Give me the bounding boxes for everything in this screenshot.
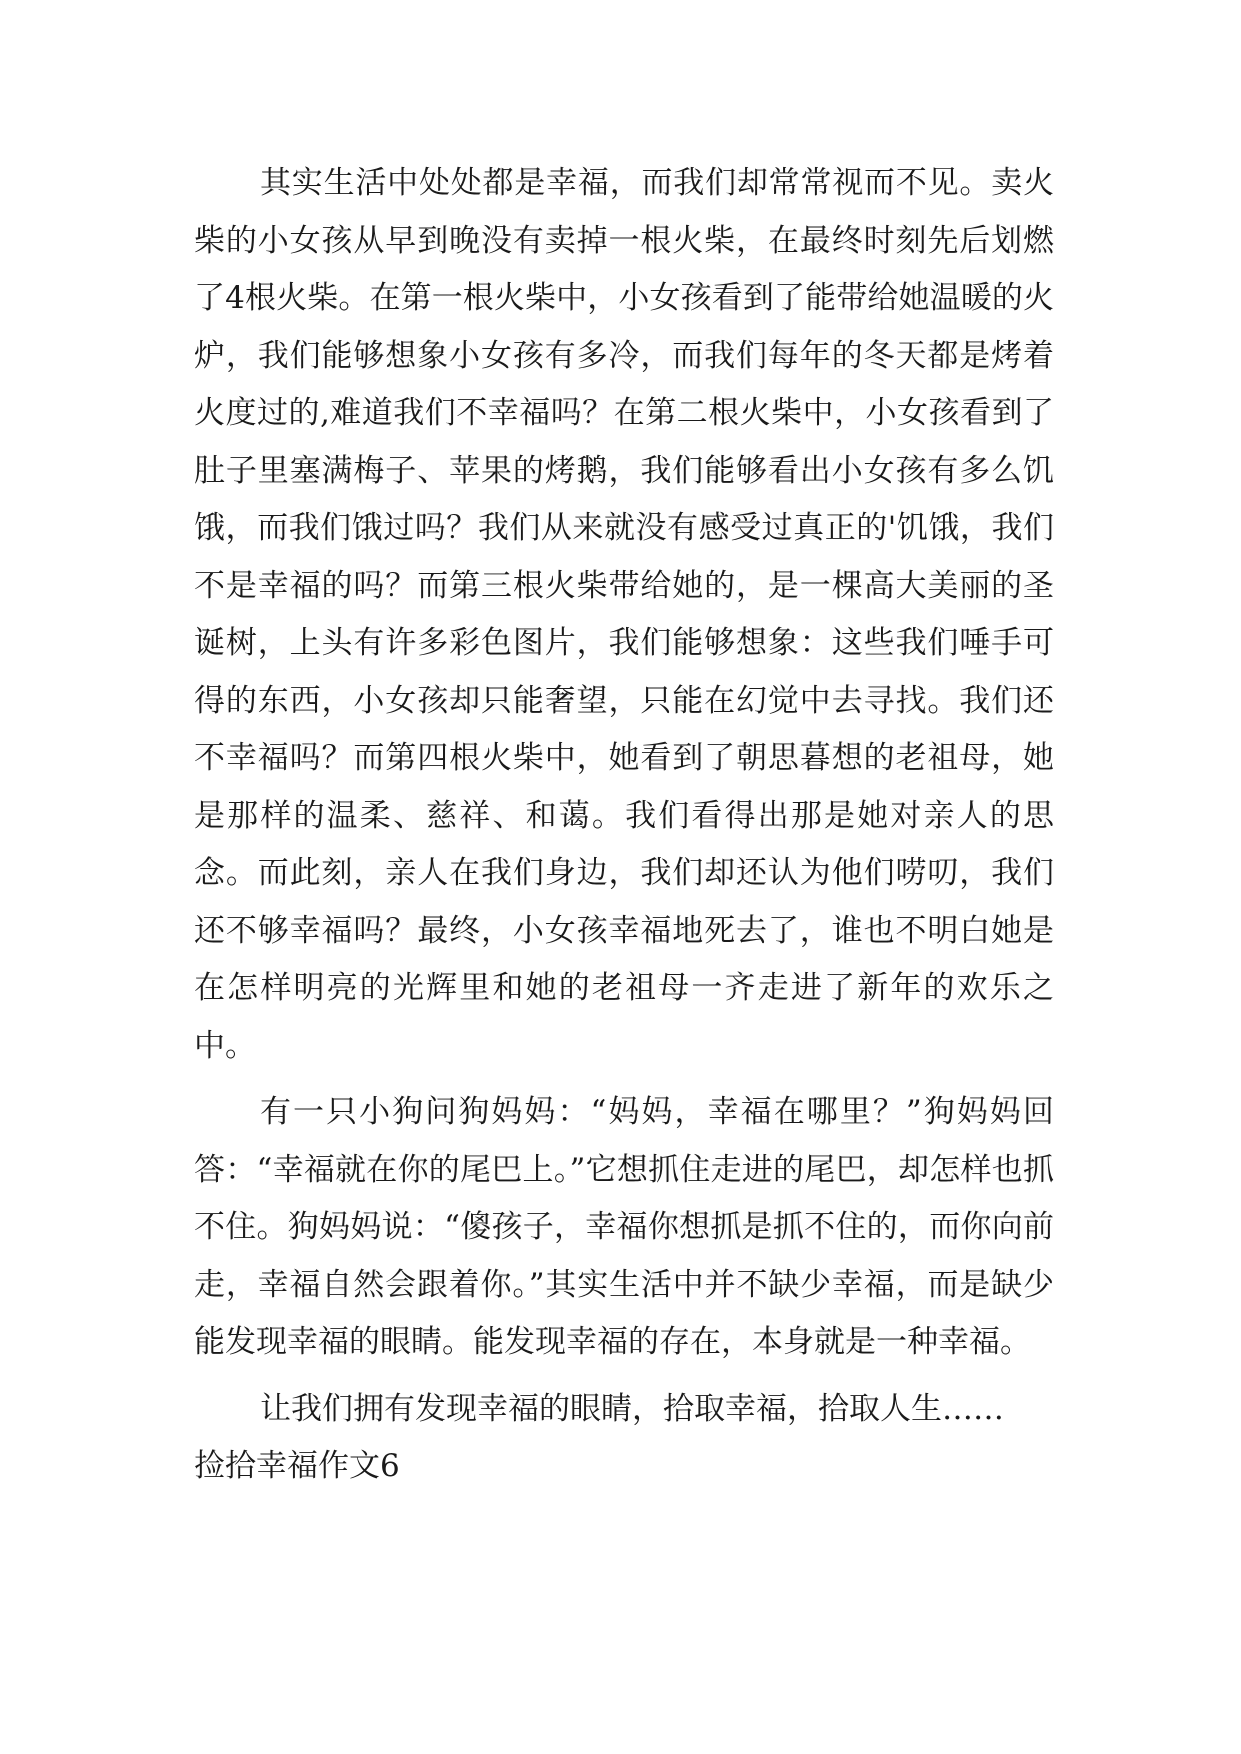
paragraph-match-girl: 其实生活中处处都是幸福，而我们却常常视而不见。卖火柴的小女孩从早到晚没有卖掉一根火柴，在最终时刻先后划燃了4根火柴。在第一根火柴中，小女孩看到了能带给她温暖的火炉，我们能够想象小女孩有多冷，而我们每年的冬天都是烤着火度过的,难道我们不幸福吗？在第二根火柴中，小女孩看到了肚子里塞满梅子、苹果的烤鹅，我们能够看出小女孩有多么饥饿，而我们饿过吗？我们从来就没有感受过真正的'饥饿，我们不是幸福的吗？而第三根火柴带给她的，是一棵高大美丽的圣诞树，上头有许多彩色图片，我们能够想象：这些我们唾手可得的东西，小女孩却只能奢望，只能在幻觉中去寻找。我们还不幸福吗？而第四根火柴中，她看到了朝思暮想的老祖母，她是那样的温柔、慈祥、和蔼。我们看得出那是她对亲人的思念。而此刻，亲人在我们身边，我们却还认为他们唠叨，我们还不够幸福吗？最终，小女孩幸福地死去了，谁也不明白她是在怎样明亮的光辉里和她的老祖母一齐走进了新年的欢乐之中。: [194, 165, 1054, 1064]
paragraph-puppy-story: 有一只小狗问狗妈妈：“妈妈，幸福在哪里？”狗妈妈回答：“幸福就在你的尾巴上。”它想抓住走进的尾巴，却怎样也抓不住。狗妈妈说：“傻孩子，幸福你想抓是抓不住的，而你向前走，幸福自然会跟着你。”其实生活中并不缺少幸福，而是缺少能发现幸福的眼睛。能发现幸福的存在，本身就是一种幸福。: [194, 1094, 1054, 1360]
paragraph-conclusion: 让我们拥有发现幸福的眼睛，拾取幸福，拾取人生……: [260, 1390, 1004, 1427]
document-body: [194, 155, 1054, 1496]
essay-title-next: 捡拾幸福作文6: [194, 1448, 400, 1484]
